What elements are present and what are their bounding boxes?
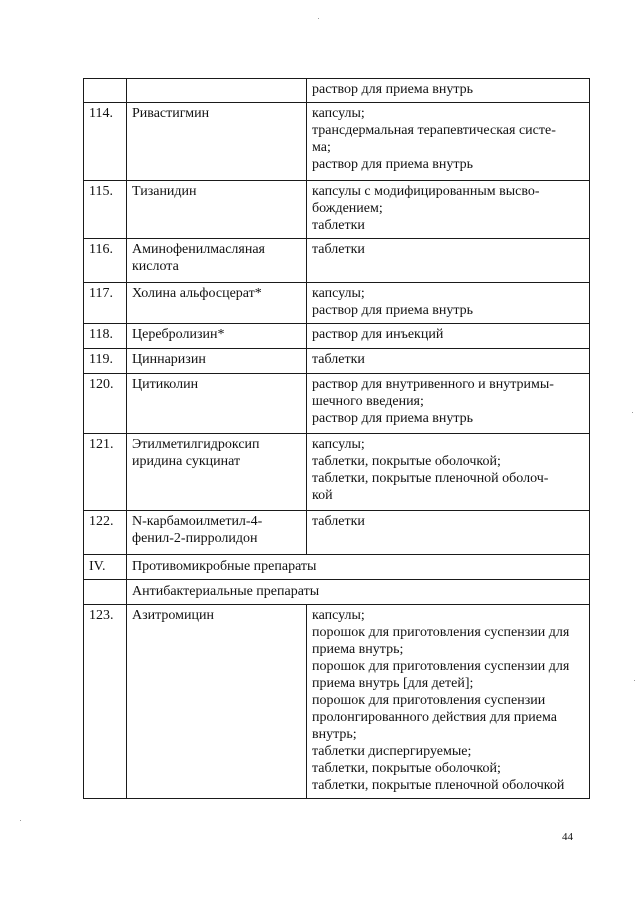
table-row [84, 349, 590, 374]
dosage-forms [307, 79, 590, 103]
row-number: 119. [84, 349, 127, 374]
drug-name: Ривастигмин [127, 103, 307, 181]
drug-name: Этилметилгидроксип иридина сукцинат [127, 434, 307, 511]
dosage-form-line: таблетки [312, 242, 365, 257]
subsection-row [84, 580, 590, 605]
dosage-form-line: пролонгированного действия для приема [312, 710, 557, 725]
scan-speck [20, 820, 21, 821]
dosage-forms [307, 324, 590, 349]
dosage-form-line: таблетки, покрытые пленочной оболоч- [312, 471, 549, 486]
drug-name: Церебролизин* [127, 324, 307, 349]
table-row [84, 511, 590, 555]
dosage-forms [307, 374, 590, 434]
row-number: 123. [84, 605, 127, 799]
row-number: 120. [84, 374, 127, 434]
dosage-form-line: капсулы; [312, 437, 365, 452]
dosage-form-line: шечного введения; [312, 394, 424, 409]
dosage-form-line: капсулы с модифицированным высво- [312, 184, 540, 199]
section-number: IV. [84, 555, 127, 580]
dosage-form-line: таблетки [312, 218, 365, 233]
row-number: 117. [84, 283, 127, 324]
dosage-forms [307, 434, 590, 511]
dosage-forms [307, 239, 590, 283]
drug-name: Циннаризин [127, 349, 307, 374]
dosage-form-line: трансдермальная терапевтическая систе- [312, 123, 556, 138]
dosage-form-line: раствор для приема внутрь [312, 411, 474, 426]
dosage-form-line: ма; [312, 140, 331, 155]
table-row [84, 605, 590, 799]
drug-name: N-карбамоилметил-4-фенил-2-пирролидон [127, 511, 307, 555]
row-number: 116. [84, 239, 127, 283]
drug-name: Холина альфосцерат* [127, 283, 307, 324]
dosage-form-line: таблетки, покрытые оболочкой; [312, 761, 501, 776]
subsection-number-cell [84, 580, 127, 605]
dosage-forms [307, 511, 590, 555]
scan-speck [632, 412, 633, 413]
drug-name [127, 79, 307, 103]
table-row [84, 239, 590, 283]
medicine-table [83, 78, 590, 799]
row-number: 121. [84, 434, 127, 511]
drug-name: Тизанидин [127, 181, 307, 239]
section-row [84, 555, 590, 580]
row-number: 114. [84, 103, 127, 181]
table-row [84, 181, 590, 239]
row-number: 122. [84, 511, 127, 555]
row-number: 118. [84, 324, 127, 349]
dosage-forms [307, 283, 590, 324]
dosage-form-line: таблетки диспергируемые; [312, 744, 472, 759]
table-row [84, 324, 590, 349]
dosage-forms [307, 103, 590, 181]
dosage-form-line: кой [312, 488, 333, 503]
dosage-forms [307, 349, 590, 374]
row-number: 115. [84, 181, 127, 239]
dosage-form-line: капсулы; [312, 106, 365, 121]
drug-name: Аминофенилмасляная кислота [127, 239, 307, 283]
dosage-form-line: раствор для приема внутрь [312, 82, 474, 97]
dosage-form-line: порошок для приготовления суспензии [312, 693, 546, 708]
drug-name: Азитромицин [127, 605, 307, 799]
dosage-form-line: приема внутрь; [312, 642, 404, 657]
dosage-form-line: раствор для инъекций [312, 327, 444, 342]
table-row [84, 434, 590, 511]
dosage-form-line: таблетки, покрытые пленочной оболочкой [312, 778, 565, 793]
subsection-title: Антибактериальные препараты [127, 580, 590, 605]
dosage-form-line: бождением; [312, 201, 383, 216]
table-row [84, 79, 590, 103]
scan-speck [634, 680, 635, 681]
dosage-forms [307, 181, 590, 239]
dosage-form-line: таблетки, покрытые оболочкой; [312, 454, 501, 469]
dosage-form-line: внутрь; [312, 727, 357, 742]
table-row [84, 283, 590, 324]
drug-name: Цитиколин [127, 374, 307, 434]
dosage-form-line: капсулы; [312, 608, 365, 623]
table-row [84, 103, 590, 181]
dosage-form-line: таблетки [312, 352, 365, 367]
dosage-form-line: раствор для приема внутрь [312, 303, 474, 318]
dosage-form-line: раствор для приема внутрь [312, 157, 474, 172]
section-title: Противомикробные препараты [127, 555, 590, 580]
dosage-form-line: порошок для приготовления суспензии для [312, 659, 570, 674]
dosage-form-line: раствор для внутривенного и внутримы- [312, 377, 554, 392]
page-number: 44 [562, 831, 573, 843]
scan-speck [318, 18, 319, 19]
row-number [84, 79, 127, 103]
dosage-form-line: капсулы; [312, 286, 365, 301]
dosage-forms [307, 605, 590, 799]
table-row [84, 374, 590, 434]
dosage-form-line: приема внутрь [для детей]; [312, 676, 474, 691]
medicine-table-body [84, 79, 590, 799]
dosage-form-line: таблетки [312, 514, 365, 529]
dosage-form-line: порошок для приготовления суспензии для [312, 625, 570, 640]
